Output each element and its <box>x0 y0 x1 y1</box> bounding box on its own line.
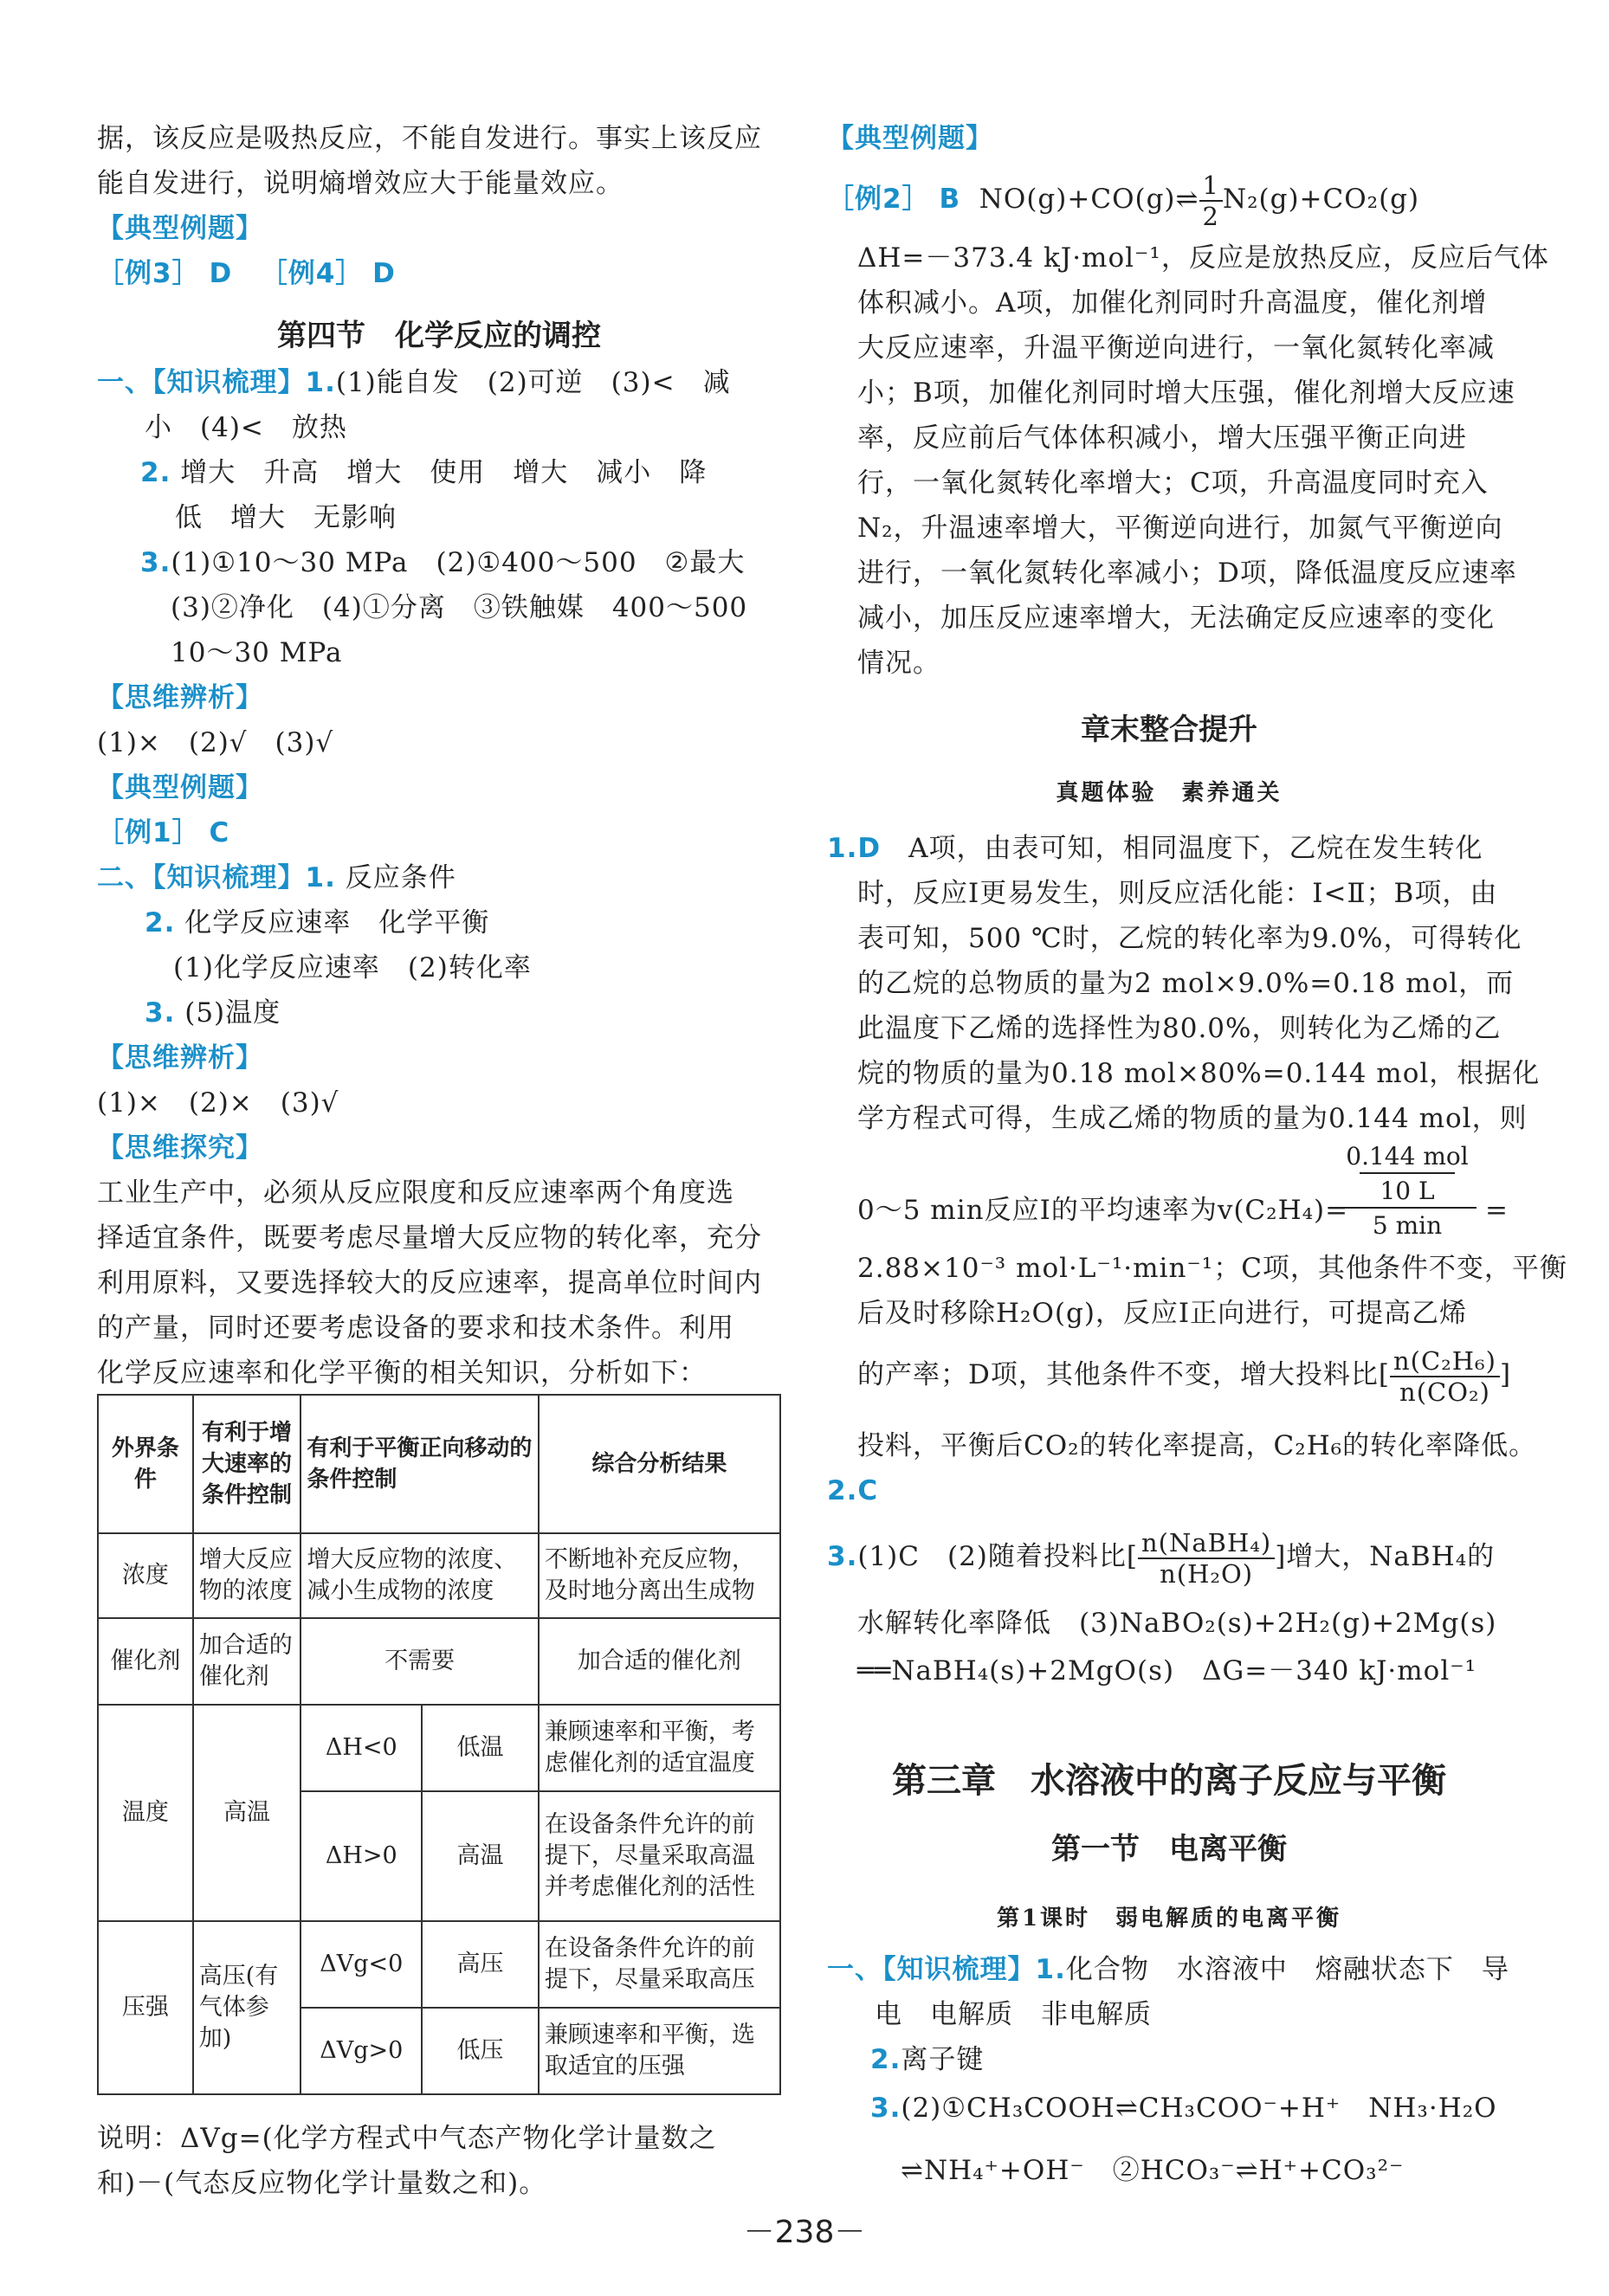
table-cell: 压强 <box>98 1921 193 2094</box>
table-cell: 在设备条件允许的前提下，尽量采取高压 <box>539 1921 780 2008</box>
fraction-numerator: n(C₂H₆) <box>1390 1346 1500 1377</box>
text-line: 择适宜条件，既要考虑尽量增大反应物的转化率，充分 <box>97 1222 762 1254</box>
equation-right: N₂(g)+CO₂(g) <box>1222 184 1420 215</box>
example-answer: B <box>939 184 961 215</box>
fraction-numerator: 1 <box>1199 171 1223 202</box>
text-line: ══NaBH₄(s)+2MgO(s) ΔG=－340 kJ·mol⁻¹ <box>857 1655 1477 1687</box>
item-text: (1)能自发 (2)可逆 (3)< 减 <box>335 367 731 398</box>
table-row <box>98 1921 780 2008</box>
table-cell: 加合适的催化剂 <box>539 1618 780 1705</box>
item-text: 增大 升高 增大 使用 增大 减小 降 <box>180 457 708 488</box>
text-line: 体积减小。A项，加催化剂同时升高温度，催化剂增 <box>857 287 1488 319</box>
compound-fraction <box>1338 1141 1477 1242</box>
knowledge-line <box>140 455 707 490</box>
knowledge-line <box>97 365 731 400</box>
item-number: 1. <box>1035 1954 1066 1985</box>
knowledge-line <box>870 2091 1497 2125</box>
knowledge-line <box>145 906 489 940</box>
table-cell: 温度 <box>98 1705 193 1921</box>
text-line: 时，反应Ⅰ更易发生，则反应活化能：Ⅰ<Ⅱ；B项，由 <box>857 878 1498 909</box>
text: 的产率；D项，其他条件不变，增大投料比[ <box>857 1359 1390 1390</box>
table-cell: 高压 <box>422 1921 539 2008</box>
text-line: 学方程式可得，生成乙烯的物质的量为0.144 mol，则 <box>857 1103 1528 1134</box>
example-answer: D <box>209 258 233 289</box>
chapter-title: 第三章 水溶液中的离子反应与平衡 <box>892 1760 1446 1801</box>
text-line: 利用原料，又要选择较大的反应速率，提高单位时间内 <box>97 1267 762 1299</box>
question-3-line <box>827 1524 1495 1590</box>
item-text: 离子键 <box>901 2044 985 2075</box>
item-number: 1. <box>305 367 336 398</box>
fraction <box>1390 1346 1500 1407</box>
lesson-title: 第1课时 弱电解质的电离平衡 <box>996 1906 1342 1932</box>
example-answers <box>97 816 229 850</box>
knowledge-line <box>140 545 745 580</box>
text-line: N₂，升温速率增大，平衡逆向进行，加氮气平衡逆向 <box>857 513 1503 544</box>
text-line: 能自发进行，说明熵增效应大于能量效应。 <box>97 168 624 199</box>
text-line: 行，一氧化氮转化率增大；C项，升高温度同时充入 <box>857 468 1489 499</box>
fraction-numerator: n(NaBH₄) <box>1138 1528 1275 1559</box>
text-line: (3)②净化 (4)①分离 ③铁触媒 400～500 <box>171 592 748 623</box>
table-cell: ΔVg<0 <box>300 1921 422 2008</box>
text-line: 工业生产中，必须从反应限度和反应速率两个角度选 <box>97 1177 734 1209</box>
text: (1)C (2)随着投料比[ <box>857 1541 1138 1572</box>
question-number: 2. <box>827 1475 858 1506</box>
section-tag: 【典型例题】 <box>97 772 263 803</box>
table-cell: 高压(有气体参加) <box>193 1921 301 2094</box>
text-line: 10～30 MPa <box>171 637 343 668</box>
table-header: 外界条件 <box>98 1395 193 1533</box>
section-tag: 【思维探究】 <box>97 1132 263 1164</box>
text: A项，由表可知，相同温度下，乙烷在发生转化 <box>908 833 1483 864</box>
example-answer: C <box>209 817 230 848</box>
section-title: 章末整合提升 <box>1081 713 1257 747</box>
fraction-denominator: 2 <box>1202 201 1219 231</box>
item-number: 1. <box>305 862 336 893</box>
question-number: 3. <box>827 1541 858 1572</box>
example-tag: ［例4］ <box>260 258 364 289</box>
text-line: (1)化学反应速率 (2)转化率 <box>173 952 532 984</box>
section-title: 第一节 电离平衡 <box>1051 1832 1287 1867</box>
example-2-line <box>827 169 1419 231</box>
fraction-denominator: n(H₂O) <box>1160 1558 1254 1589</box>
section-tag: 【思维辨析】 <box>97 682 263 713</box>
table-cell: 浓度 <box>98 1533 193 1618</box>
table-row <box>98 1533 780 1618</box>
knowledge-line <box>870 2042 984 2077</box>
item-number: 3. <box>145 997 176 1029</box>
section-tag: 【典型例题】 <box>97 213 263 244</box>
fraction-top: 0.144 mol <box>1346 1142 1469 1171</box>
fraction-bottom: 5 min <box>1338 1207 1477 1242</box>
ratio-line <box>857 1342 1511 1408</box>
text-line: 0～5 min反应Ⅰ的平均速率为v(C₂H₄)= <box>857 1195 1349 1226</box>
table-cell: 在设备条件允许的前提下，尽量采取高温并考虑催化剂的活性 <box>539 1791 780 1921</box>
table-header-row <box>98 1395 780 1533</box>
item-number: 2. <box>870 2044 901 2075</box>
item-text: 化学反应速率 化学平衡 <box>184 907 490 938</box>
question-number: 1. <box>827 833 858 864</box>
table-header: 有利于平衡正向移动的条件控制 <box>300 1395 538 1533</box>
item-number: 3. <box>140 547 171 578</box>
text-line: (1)× (2)× (3)√ <box>97 1087 339 1119</box>
knowledge-line <box>97 861 456 895</box>
example-answer: D <box>372 258 396 289</box>
table-cell: 不断地补充反应物，及时地分离出生成物 <box>539 1533 780 1618</box>
text-line: ΔH=－373.4 kJ·mol⁻¹，反应是放热反应，反应后气体 <box>857 242 1549 274</box>
text-line: 小；B项，加催化剂同时增大压强，催化剂增大反应速 <box>857 377 1515 409</box>
example-tag: ［例1］ <box>97 817 200 848</box>
fraction-denominator: n(CO₂) <box>1399 1377 1490 1407</box>
note-line: 和)－(气态反应物化学计量数之和)。 <box>97 2168 547 2199</box>
table-cell: 高温 <box>193 1705 301 1921</box>
text: ] <box>1500 1359 1512 1390</box>
question-answer: D <box>857 833 882 864</box>
fraction <box>1199 171 1223 231</box>
table-header: 有利于增大速率的条件控制 <box>193 1395 301 1533</box>
note-line: 说明：ΔVg=(化学方程式中气态产物化学计量数之 <box>97 2123 717 2154</box>
table-cell: 增大反应物的浓度、减小生成物的浓度 <box>300 1533 538 1618</box>
table-cell: 不需要 <box>300 1618 538 1705</box>
table-cell: 加合适的催化剂 <box>193 1618 301 1705</box>
item-text: (1)①10～30 MPa (2)①400～500 ②最大 <box>171 547 746 578</box>
section-tag: 【典型例题】 <box>827 123 993 154</box>
page-number: －238－ <box>743 2215 866 2250</box>
text-line: 水解转化率降低 (3)NaBO₂(s)+2H₂(g)+2Mg(s) <box>857 1608 1497 1639</box>
table-cell: ΔH<0 <box>300 1705 422 1791</box>
text-line: 的产量，同时还要考虑设备的要求和技术条件。利用 <box>97 1312 734 1344</box>
text-line: 后及时移除H₂O(g)，反应Ⅰ正向进行，可提高乙烯 <box>857 1298 1468 1329</box>
text-line: 表可知，500 ℃时，乙烷的转化率为9.0%，可得转化 <box>857 923 1522 954</box>
fraction <box>1138 1528 1275 1589</box>
text-line: 减小，加压反应速率增大，无法确定反应速率的变化 <box>857 603 1495 634</box>
item-number: 3. <box>870 2093 901 2124</box>
example-tag: ［例2］ <box>827 184 930 215</box>
table-cell: 兼顾速率和平衡，考虑催化剂的适宜温度 <box>539 1705 780 1791</box>
fraction-middle: 10 L <box>1360 1172 1455 1207</box>
equation-left: NO(g)+CO(g)⇌ <box>979 184 1199 215</box>
item-text: (5)温度 <box>184 997 281 1029</box>
text-line: 化学反应速率和化学平衡的相关知识，分析如下： <box>97 1358 707 1389</box>
item-text: (2)①CH₃COOH⇌CH₃COO⁻+H⁺ NH₃·H₂O <box>901 2093 1497 2124</box>
table-cell: 低温 <box>422 1705 539 1791</box>
text-line: 小 (4)< 放热 <box>145 412 347 443</box>
table-row <box>98 1705 780 1791</box>
table-cell: ΔH>0 <box>300 1791 422 1921</box>
knowledge-tag: 一、【知识梳理】 <box>97 367 306 398</box>
knowledge-line <box>145 996 281 1030</box>
table-cell: 兼顾速率和平衡，选取适宜的压强 <box>539 2008 780 2094</box>
subsection-title: 真题体验 素养通关 <box>1056 780 1283 806</box>
section-title: 第四节 化学反应的调控 <box>277 319 601 353</box>
text-line: 2.88×10⁻³ mol·L⁻¹·min⁻¹；C项，其他条件不变，平衡 <box>857 1253 1567 1284</box>
text: ]增大，NaBH₄的 <box>1275 1541 1496 1572</box>
question-1-line <box>827 831 1483 866</box>
table-cell: 催化剂 <box>98 1618 193 1705</box>
item-number: 2. <box>145 907 176 938</box>
text-line: 低 增大 无影响 <box>175 502 397 533</box>
conditions-table <box>97 1394 781 2095</box>
knowledge-tag: 二、【知识梳理】 <box>97 862 306 893</box>
text-line: 电 电解质 非电解质 <box>875 1999 1152 2030</box>
text-line: ⇌NH₄⁺+OH⁻ ②HCO₃⁻⇌H⁺+CO₃²⁻ <box>901 2155 1405 2186</box>
item-number: 2. <box>140 457 171 488</box>
text-line: 大反应速率，升温平衡逆向进行，一氧化氮转化率减 <box>857 332 1495 364</box>
text-line: 此温度下乙烯的选择性为80.0%，则转化为乙烯的乙 <box>857 1013 1502 1044</box>
text-line: = <box>1485 1195 1509 1226</box>
section-tag: 【思维辨析】 <box>97 1042 263 1074</box>
text-line: 的乙烷的总物质的量为2 mol×9.0%=0.18 mol，而 <box>857 968 1515 999</box>
question-2-line <box>827 1474 878 1508</box>
item-text: 化合物 水溶液中 熔融状态下 导 <box>1065 1954 1509 1985</box>
table-header: 综合分析结果 <box>539 1395 780 1533</box>
text-line: 据，该反应是吸热反应，不能自发进行。事实上该反应 <box>97 123 762 154</box>
question-answer: C <box>857 1475 879 1506</box>
item-text: 反应条件 <box>345 862 456 893</box>
text-line: (1)× (2)√ (3)√ <box>97 727 334 758</box>
table-cell: 低压 <box>422 2008 539 2094</box>
table-cell: 增大反应物的浓度 <box>193 1533 301 1618</box>
example-answers <box>97 256 396 291</box>
example-tag: ［例3］ <box>97 258 200 289</box>
text-line: 烷的物质的量为0.18 mol×80%=0.144 mol，根据化 <box>857 1058 1541 1089</box>
knowledge-tag: 一、【知识梳理】 <box>827 1954 1036 1985</box>
text-line: 情况。 <box>857 648 940 679</box>
text-line: 率，反应前后气体体积减小，增大压强平衡正向进 <box>857 422 1467 454</box>
table-cell: ΔVg>0 <box>300 2008 422 2094</box>
knowledge-line <box>827 1952 1509 1987</box>
text-line: 进行，一氧化氮转化率减小；D项，降低温度反应速率 <box>857 558 1517 589</box>
text-line: 投料，平衡后CO₂的转化率提高，C₂H₆的转化率降低。 <box>857 1430 1537 1461</box>
table-row <box>98 1618 780 1705</box>
table-cell: 高温 <box>422 1791 539 1921</box>
